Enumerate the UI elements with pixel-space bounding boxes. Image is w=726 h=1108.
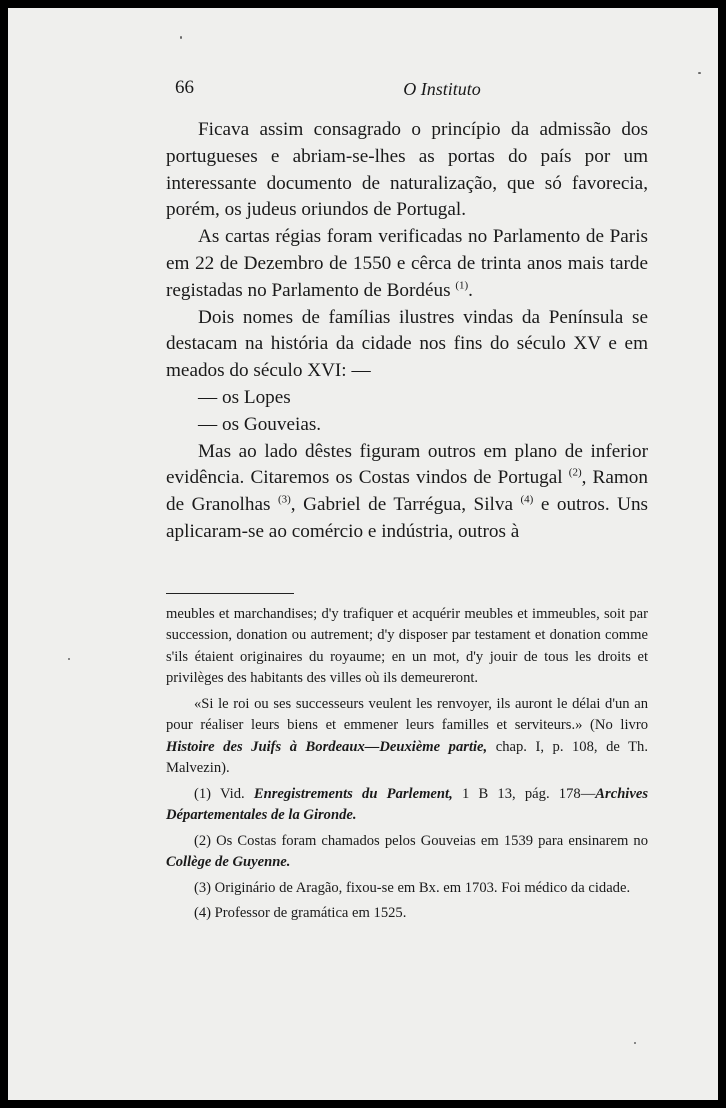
footnote-2 (166, 831, 648, 874)
footnote-rule (166, 593, 294, 594)
scan-speck (68, 658, 70, 660)
footnote-4-marker: (4) (194, 905, 212, 922)
scan-speck (634, 1042, 636, 1044)
footnote-ref-3: (3) (277, 493, 291, 506)
footnote-2-title: Collège de Guyenne. (166, 854, 291, 871)
paragraph-2 (166, 224, 648, 304)
footnote-ref-4: (4) (520, 493, 534, 506)
footnote-3-a: Originário de Aragão, fixou-se em Bx. em 1703. Foi médico da cidade. (211, 879, 631, 896)
footnote-1-a: Vid. (211, 785, 254, 802)
footnote-ref-1: (1) (455, 279, 469, 292)
paragraph-4-d: e outros. Uns aplicaram-se ao comércio e indústria, outros à (166, 494, 649, 542)
footnote-3-marker: (3) (194, 879, 212, 896)
footnote-1-marker: (1) (194, 785, 212, 802)
paragraph-1: Ficava assim consagrado o princípio da admissão dos portugueses e abriam-se-lhes as portas do país por um interessante documento de naturalização, que só favorecia, porém, os judeus oriundos de Portugal. (166, 119, 648, 221)
scanned-page (8, 8, 718, 1100)
footnote-quote (166, 694, 648, 780)
main-text (166, 117, 648, 546)
footnote-quote-a: «Si le roi ou ses successeurs veulent les renvoyer, ils auront le délai d'un an pour réaliser leurs biens et emmener leurs familles et serviteurs.» (No livro (166, 695, 648, 734)
paragraph-4-c: , Gabriel de Tarrégua, Silva (290, 494, 514, 516)
page-content (166, 8, 648, 929)
paragraph-2-end: . (468, 279, 473, 301)
list-item-lopes: — os Lopes (198, 386, 291, 408)
page-number: 66 (175, 77, 194, 98)
footnote-2-a: Os Costas foram chamados pelos Gouveias em 1539 para ensinarem no (211, 832, 648, 849)
footnote-4 (166, 903, 648, 925)
paragraph-3: Dois nomes de famílias ilustres vindas da Península se destacam na história da cidade nos fins do século XV e em meados do século XVI: — (166, 306, 648, 382)
footnote-1-b: 1 B 13, pág. 178— (452, 785, 596, 802)
paragraph-4-b: , Ramon de Granolhas (166, 467, 648, 516)
footnote-ref-2: (2) (568, 466, 582, 479)
running-title: O Instituto (403, 79, 481, 99)
list-item-gouveias: — os Gouveias. (198, 413, 322, 435)
footnote-1-title2: Archives Départementales de la Gironde. (166, 785, 648, 824)
page-header (166, 77, 648, 101)
book-title: Histoire des Juifs à Bordeaux—Deuxième partie, (166, 738, 488, 755)
footnotes (166, 604, 648, 925)
footnote-1-title: Enregistrements du Parlement, (253, 785, 453, 802)
paragraph-2-text: As cartas régias foram verificadas no Parlamento de Paris em 22 de Dezembro de 1550 e cêrca de trinta anos mais tarde registadas no Parlamento de Bordéus (166, 226, 648, 301)
footnote-1 (166, 784, 648, 827)
footnote-3 (166, 878, 648, 900)
paragraph-4 (166, 439, 648, 546)
footnote-2-marker: (2) (194, 832, 212, 849)
footnote-continuation: meubles et marchandises; d'y trafiquer et acquérir meubles et immeubles, soit par succession, donation ou autrement; d'y disposer par testament et donation comme s'ils étaient originaires du royaume; en un mot, d'y jouir de tous les droits et privilèges des habitants des villes où ils demeureront. (166, 605, 648, 687)
paragraph-4-a: Mas ao lado dêstes figuram outros em plano de inferior evidência. Citaremos os Costas vindos de Portugal (166, 440, 648, 489)
footnote-4-a: Professor de gramática em 1525. (211, 905, 407, 922)
footnote-quote-b: chap. I, p. 108, de Th. Malvezin). (166, 738, 648, 777)
scan-speck (698, 72, 701, 74)
